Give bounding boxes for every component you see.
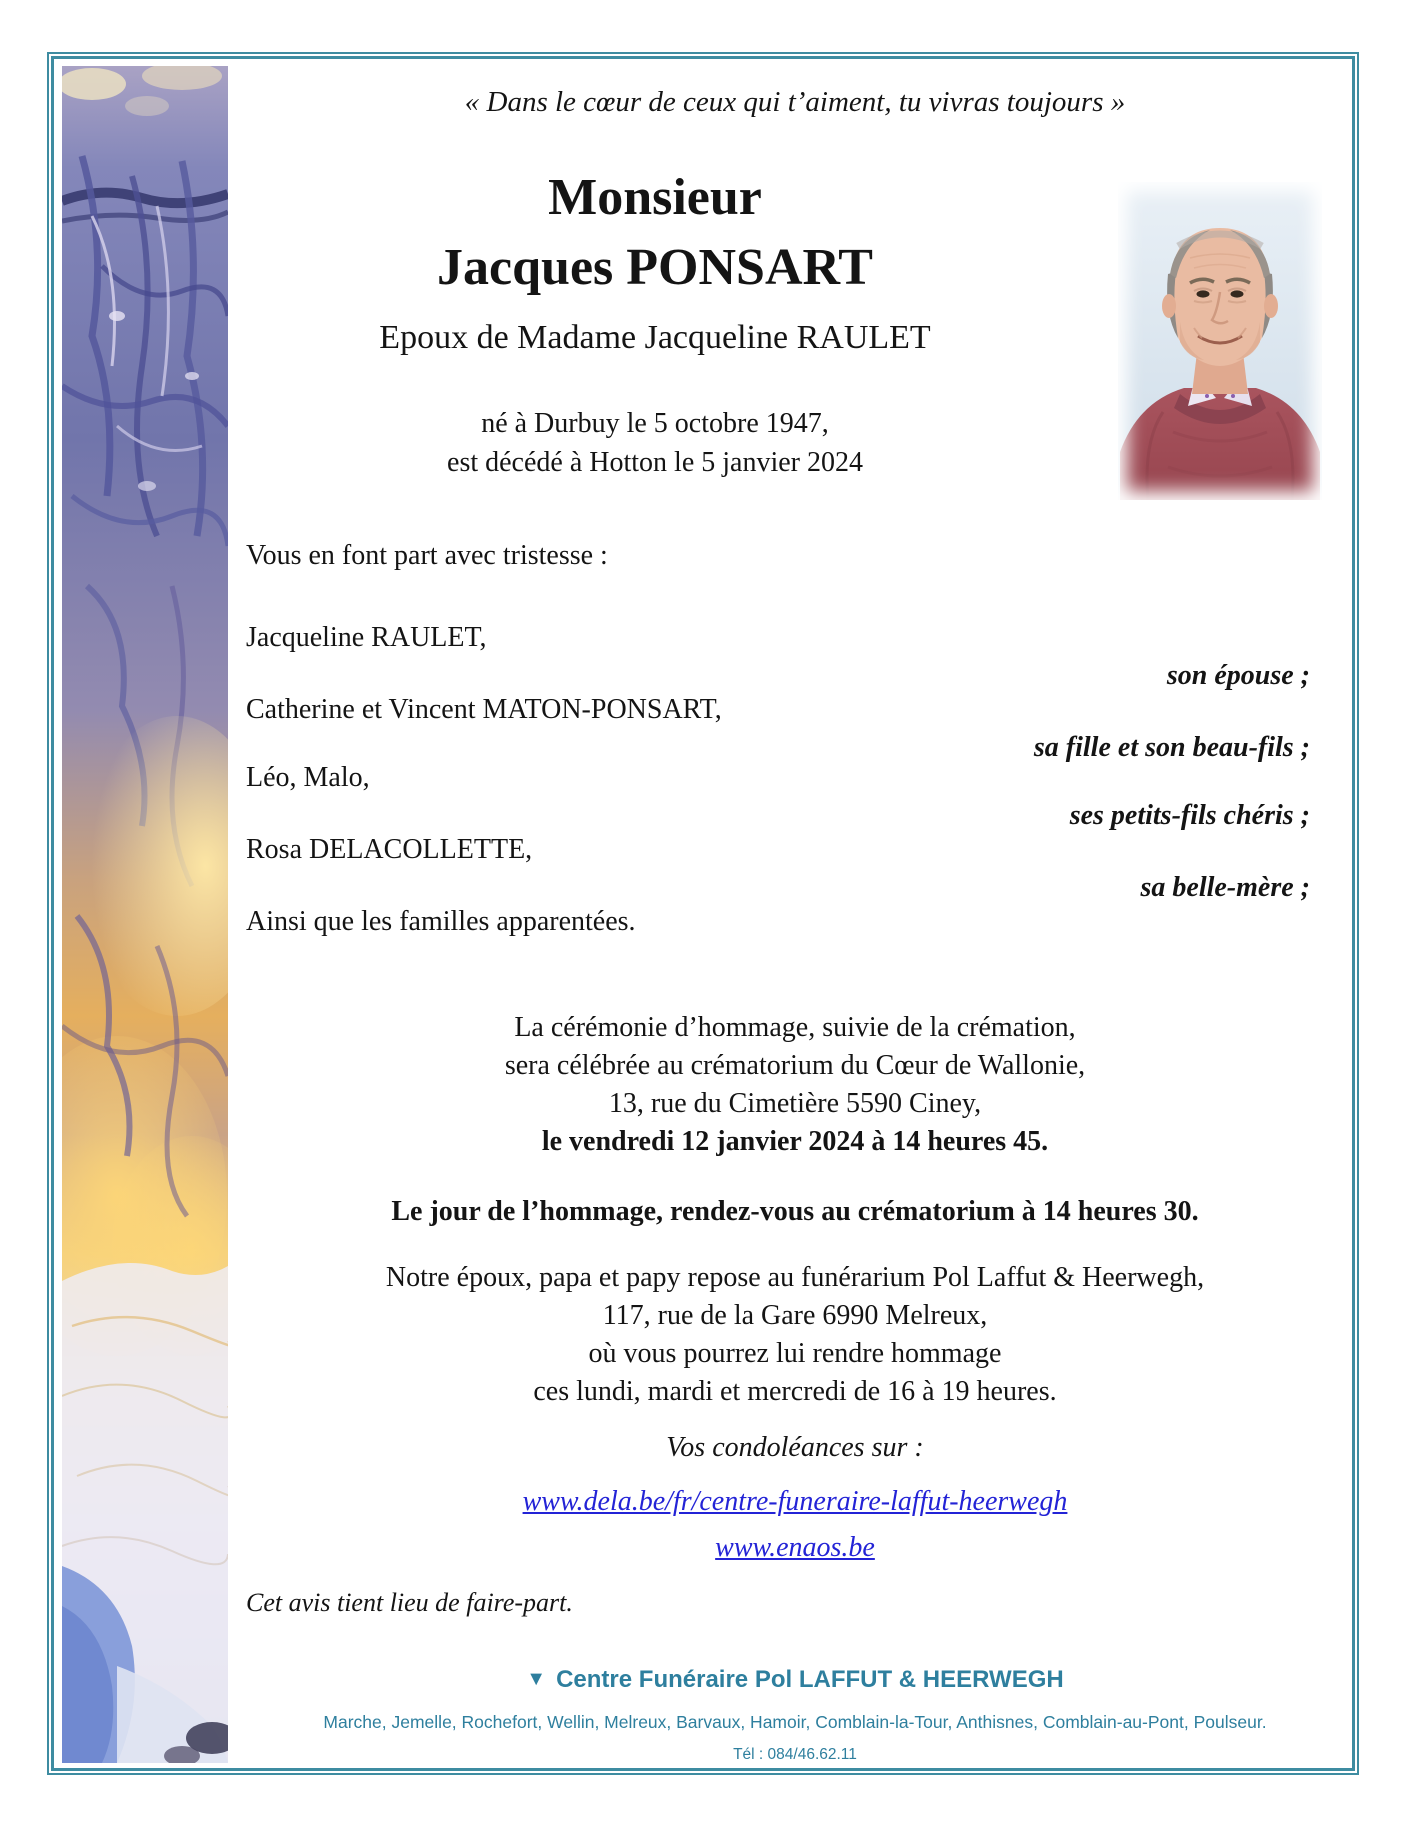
family-names: Catherine et Vincent MATON-PONSART, (246, 694, 722, 725)
family-names: Rosa DELACOLLETTE, (246, 834, 533, 865)
birth-line: né à Durbuy le 5 octobre 1947, (481, 408, 829, 439)
family-relation: ses petits-fils chéris ; (1069, 800, 1310, 831)
spouse-line: Epoux de Madame Jacqueline RAULET (379, 319, 931, 356)
family-relation: sa fille et son beau-fils ; (1033, 732, 1310, 763)
down-triangle-icon: ▼ (526, 1668, 547, 1690)
deceased-photo (1118, 182, 1322, 500)
repose-line: Notre époux, papa et papy repose au funérarium Pol Laffut & Heerwegh, (385, 1262, 1205, 1293)
ceremony-line: 13, rue du Cimetière 5590 Ciney, (608, 1088, 982, 1119)
winter-scene-image (62, 66, 228, 1763)
title-prefix: Monsieur (548, 169, 762, 226)
memorial-quote: « Dans le cœur de ceux qui t’aiment, tu vivras toujours » (464, 86, 1126, 118)
family-names: Jacqueline RAULET, (246, 622, 487, 653)
funeral-home-locations: Marche, Jemelle, Rochefort, Wellin, Melreux, Barvaux, Hamoir, Comblain-la-Tour, Anthisnes, Comblain-au-Pont, Poulseur. (323, 1712, 1267, 1732)
funeral-home-name: Centre Funéraire Pol LAFFUT & HEERWEGH (556, 1666, 1064, 1693)
deceased-name: Jacques PONSART (437, 239, 873, 296)
family-relation: son épouse ; (1166, 660, 1310, 691)
families-line: Ainsi que les familles apparentées. (246, 906, 636, 937)
announcement-intro: Vous en font part avec tristesse : (246, 540, 608, 571)
family-relation: sa belle-mère ; (1140, 872, 1310, 903)
ceremony-date-line: le vendredi 12 janvier 2024 à 14 heures 45. (541, 1126, 1049, 1157)
condolences-link-enaos[interactable]: www.enaos.be (715, 1532, 875, 1563)
condolences-label: Vos condoléances sur : (666, 1432, 924, 1463)
death-line: est décédé à Hotton le 5 janvier 2024 (447, 447, 863, 478)
repose-line: ces lundi, mardi et mercredi de 16 à 19 heures. (533, 1376, 1057, 1407)
repose-line: où vous pourrez lui rendre hommage (588, 1338, 1002, 1369)
funeral-home-phone: Tél : 084/46.62.11 (733, 1746, 857, 1763)
repose-line: 117, rue de la Gare 6990 Melreux, (602, 1300, 988, 1331)
funeral-home-title (230, 1666, 1360, 1694)
family-names: Léo, Malo, (246, 762, 370, 793)
condolences-link-dela[interactable]: www.dela.be/fr/centre-funeraire-laffut-heerwegh (522, 1486, 1068, 1517)
ceremony-line: La cérémonie d’hommage, suivie de la crémation, (514, 1012, 1076, 1043)
ceremony-meeting-line: Le jour de l’hommage, rendez-vous au crématorium à 14 heures 30. (391, 1196, 1199, 1227)
ceremony-line: sera célébrée au crématorium du Cœur de Wallonie, (504, 1050, 1086, 1081)
faire-part-notice: Cet avis tient lieu de faire-part. (246, 1588, 573, 1617)
